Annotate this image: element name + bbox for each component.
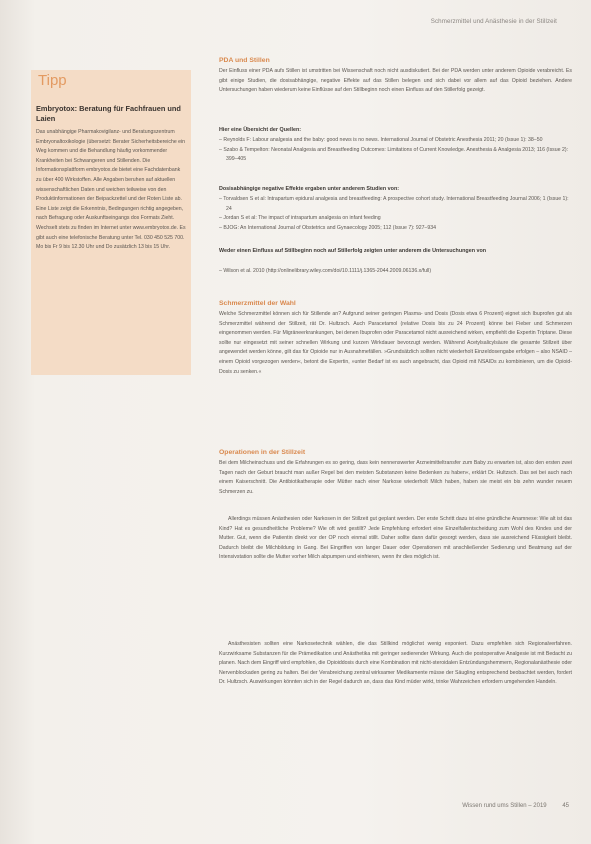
- list-item: – Szabo & Tempelton: Neonatal Analgesia and Breastfeeding Outcomes: Limitations of Current Knowledge. Anesthesia & Analgesia 2013; 116 (Issue 2): 399–405: [219, 146, 572, 165]
- list-item: – BJOG: An International Journal of Obstetrics and Gynaecology 2005; 112 (Issue 7): 927–934: [219, 224, 572, 234]
- pda-intro: Der Einfluss einer PDA aufs Stillen ist umstritten bei Wissenschaft noch nicht ausdiskutiert. Bei der PDA werden unter anderem Opioide verabreicht. Es gibt einige Studien, die dosisabhängige, negative Effekte auf das Stillen belegen und sich dabei vor allem auf das Opioid beziehen. Andere Untersuchungen haben wiederum keine Einflüsse auf den Stillbeginn noch einen Einfluss auf den Stillerfolg gezeigt.: [219, 68, 572, 94]
- sources-heading: Hier eine Übersicht der Quellen:: [219, 127, 302, 133]
- negative-heading: Dosisabhängige negative Effekte ergaben unter anderem Studien von:: [219, 186, 400, 192]
- tip-heading: Embryotox: Beratung für Fachfrauen und Laien: [36, 104, 181, 123]
- section-title-schmerzmittel: Schmerzmittel der Wahl: [219, 300, 296, 307]
- page-number: 45: [562, 803, 569, 809]
- section-title-operationen: Operationen in der Stillzeit: [219, 449, 306, 456]
- tip-body: Das unabhängige Pharmakovigilanz- und Beratungszentrum Embryonaltoxikologie (übersetzt: Berater Sicherheitsbereiche ein Weg kommen und die Behandlung häufig vorkommender Krankheiten bei Schwangeren und Stillenden. Die Informationsplattform embryotox.de bietet eine Fachdatenbank zu über 400 Wirkstoffen. Alle Angaben beruhen auf aktuellen wissenschaftlichen Daten und weichen teilweise von den Produktinformationen der Beipackzettel und der Roten Liste ab. Eine Liste zeigt die Erkenntnis, Bedingungen richtig angegeben, nach Befragung oder Auskunftseingangs dos Formats Zieht. Wechselt stets zu finden im Internet unter www.embryotox.de. Es gibt auch eine telefonische Beratung unter Tel. 030 450 525 700. Mo bis Fr 9 bis 12.30 Uhr und Do zusätzlich 13 bis 15 Uhr.: [36, 129, 186, 251]
- schmerzmittel-body: Welche Schmerzmittel können sich für Stillende an? Aufgrund seiner geringen Plasma- und Dosis (Dosis etwa 6 Prozent) eignet sich Ibuprofen gut als Schmerzmittel während der Stillzeit, rät Dr. Hultzsch. Auch Paracetamol (relative Dosis bis zu 24 Prozent) könne bei Fieber und Schmerzen eingenommen werden. Für Migräneerkrankungen, bei denen Ibuprofen oder Paracetamol nicht ausreichend wirken, empfiehlt die Expertin Triptane. Diese sollte nur eingesetzt mit seiner schnellen Wirkung und kurzen Wirkdauer bevorzugt werden. Während Acetylsalicylsäure die gesamte Stillzeit über angewendet werden könne, gilt das für Opioide nur in Ausnahmefällen. »Grundsätzlich sollten nicht wiederholt Einzeldosengabe erfolgen – also NSAID – einem Opioid vorgezogen werden«, betont die Expertin, »unter Bedarf ist es auch angebracht, das Opioid mit NSAIDs zu kombinieren, um die Opioid-Dosis zu senken.«: [219, 311, 572, 375]
- page-footer: [462, 803, 569, 809]
- footer-publication: Wissen rund ums Stillen – 2019: [462, 803, 547, 809]
- list-item: – Wilson et al. 2010 (http://onlinelibrary.wiley.com/doi/10.1111/j.1365-2044.2009.06136.x/full): [219, 267, 572, 277]
- running-head: Schmerzmittel und Anästhesie in der Stillzeit: [430, 18, 557, 25]
- sources-list: [219, 136, 572, 165]
- none-list: [219, 267, 572, 277]
- operationen-para-3: Anästhesisten sollten eine Narkosetechnik wählen, die das Stillkind möglichst wenig exponiert. Dazu empfehlen sich Regionalverfahren. Kurzwirksame Substanzen für die Prämedikation und Anästhetika mit geringer sedierender Wirkung. Auch die postoperative Analgesie ist mit Bedacht zu planen. Nach dem Eingriff wird empfohlen, die Opioiddosis durch eine Kombination mit nicht-steroidalen Entzündungshemmern, Regionalanästhesie oder Nervenblockaden gering zu halten. Bei der Verabreichung zentral wirksamer Medikamente müsse der Säugling entsprechend beobachtet werden, fordert Dr. Hultzsch. Auswirkungen könnten sich in der Regel dadurch an, dass das Kind müder wirkt, trinke Wahrzeichen erfordern umgehenden Handeln.: [219, 641, 572, 686]
- list-item: – Torvaldsen S et al: Intrapartum epidural analgesia and breastfeeding: A prospective cohort study. International Breastfeeding Journal 2006; 1 (Issue 1): 24: [219, 195, 572, 214]
- tip-title: Tipp: [38, 72, 67, 89]
- negative-list: [219, 195, 572, 233]
- operationen-para-1: Bei dem Milcheinschuss und die Erfahrungen es so gering, dass kein nennenswerter Arzneimitteltransfer zum Baby zu erwarten ist, also den ersten zwei Tagen nach der Geburt braucht man außer Regel bei den meisten Substanzen keine Bedenken zu haben«, erklärt Dr. Hultzsch. Das sei bei auch nach einem Kaiserschnitt. Die Antibiotikatherapie oder Mütter nach einer Narkose wiederholt Milch haben, haben sie meist ein bis zehn wunder neuem Schmerzen zu.: [219, 460, 572, 495]
- list-item: – Reynolds F: Labour analgesia and the baby: good news is no news. International Journal of Obstetric Anesthesia 2011; 20 (Issue 1): 38–50: [219, 136, 572, 146]
- section-title-pda: PDA und Stillen: [219, 57, 270, 64]
- operationen-para-2: Allerdings müssen Anästhesien oder Narkosen in der Stillzeit gut geplant werden. Der erste Schritt dazu ist eine gründliche Anamnese: Wie alt ist das Kind? Hat es gesundheitliche Probleme? Wie oft wird gestillt? Jede Empfehlung erfordert eine Einzelfallentscheidung zum Wohl des Kindes und der Mutter. Gut, wenn die Patientin direkt vor der OP noch einmal stillt. Daher sollte dann dafür gesorgt werden, dass sie ausreichend Flüssigkeit bleibt. Dadurch bleibt die Milchbildung in Gang. Bei Eingriffen von langer Dauer oder Operationen mit anschließender Sedierung und Beatmung auf der Intensivstation sollte die Mutter vorher Milch abpumpen und einfrieren, wenn ihr dies möglich ist.: [219, 516, 572, 561]
- list-item: – Jordan S et al: The impact of intrapartum analgesia on infant feeding: [219, 214, 572, 224]
- none-heading: Weder einen Einfluss auf Stillbeginn noch auf Stillerfolg zeigten unter anderem die Untersuchungen von: [219, 248, 487, 254]
